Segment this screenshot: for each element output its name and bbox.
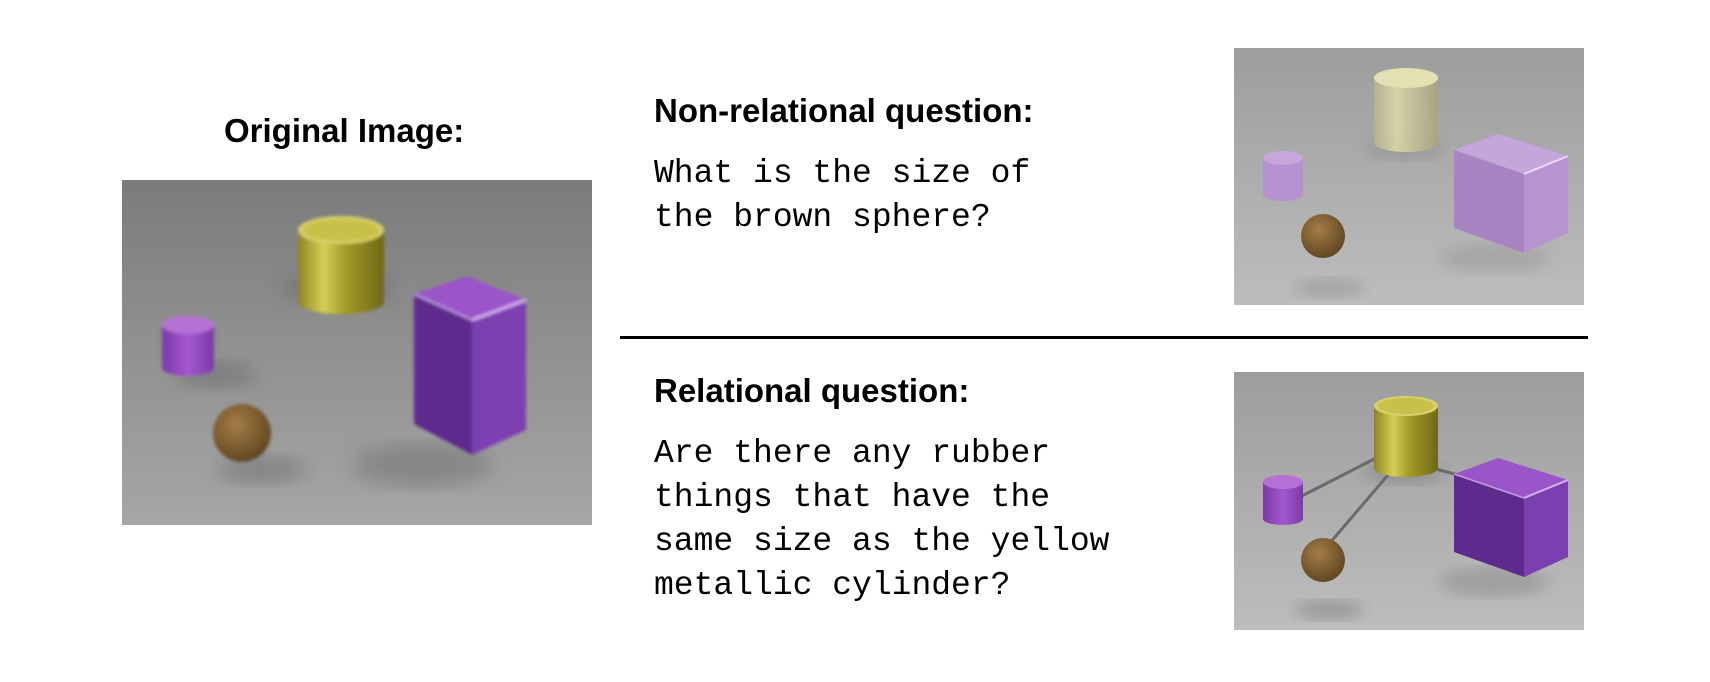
original-scene-image [122,180,592,525]
original-image-title: Original Image: [224,112,465,149]
relational-question-text: Are there any rubber things that have the same size as the yellow metallic cylinder? [654,435,1110,604]
non-relational-question-text: What is the size of the brown sphere? [654,155,1031,236]
relational-question-title: Relational question: [654,372,970,409]
non-relational-scene-image [1234,48,1584,305]
non-relational-question-title: Non-relational question: [654,92,1034,129]
section-divider [620,336,1588,339]
relational-scene-image [1234,372,1584,630]
